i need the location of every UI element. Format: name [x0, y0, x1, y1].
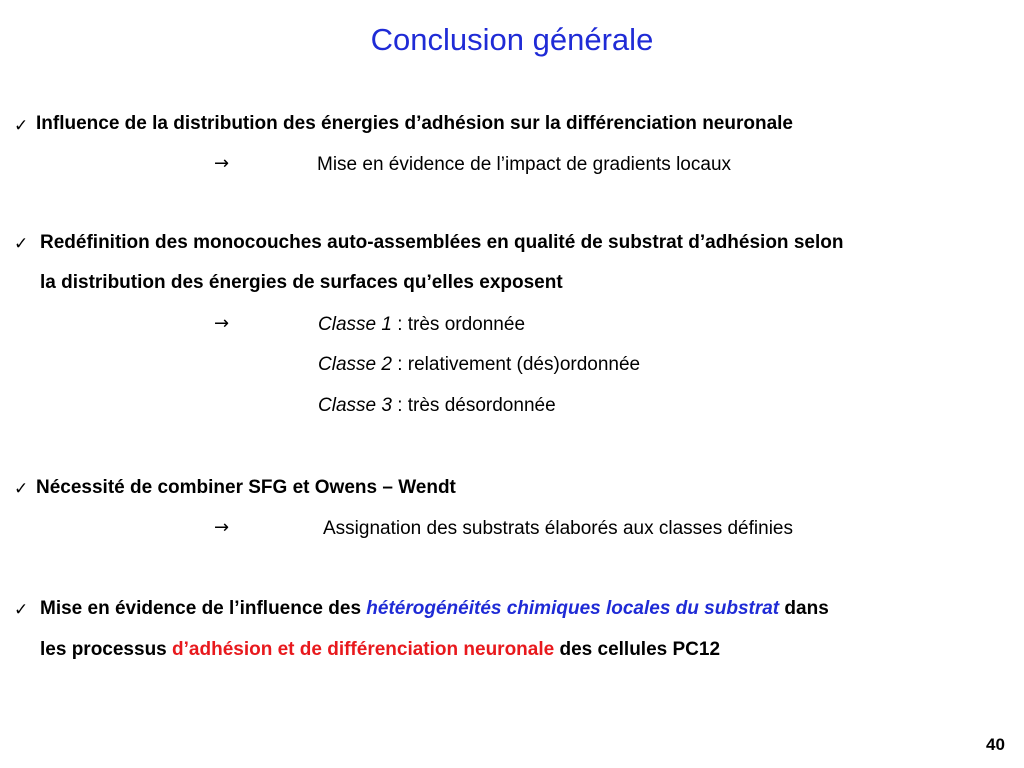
page-number: 40 — [986, 735, 1005, 754]
point-1-heading: Influence de la distribution des énergies d’adhésion sur la différenciation neuronale — [36, 113, 793, 134]
checkmark-icon: ✓ — [14, 116, 29, 136]
arrow-right-icon: → — [214, 517, 230, 538]
point-2-heading-line2: la distribution des énergies de surfaces qu’elles exposent — [40, 272, 563, 293]
class-2-desc: : relativement (dés)ordonnée — [391, 354, 641, 375]
point-1-detail: Mise en évidence de l’impact de gradients locaux — [317, 154, 732, 175]
point-3-detail: Assignation des substrats élaborés aux classes définies — [323, 518, 793, 539]
point-4-l1-pre: Mise en évidence de l’influence des — [40, 598, 367, 619]
class-3-desc: : très désordonnée — [391, 395, 556, 416]
point-4-l2-post: des cellules PC12 — [554, 639, 721, 660]
checkmark-icon: ✓ — [14, 234, 29, 254]
point-3-heading: Nécessité de combiner SFG et Owens – Wendt — [36, 477, 456, 498]
checkmark-icon: ✓ — [14, 479, 29, 499]
class-1-desc: : très ordonnée — [391, 314, 526, 335]
arrow-right-icon: → — [214, 313, 230, 334]
checkmark-icon: ✓ — [14, 600, 29, 620]
point-4-l1-post: dans — [779, 598, 829, 619]
class-3-item — [318, 394, 556, 418]
class-3-name: Classe 3 — [318, 395, 392, 416]
class-1-item — [318, 313, 525, 337]
point-4-l1-highlight: hétérogénéités chimiques locales du substrat — [366, 598, 780, 619]
arrow-right-icon: → — [214, 153, 230, 174]
point-4-line1 — [40, 597, 829, 621]
class-2-item — [318, 353, 640, 377]
point-2-heading-line1: Redéfinition des monocouches auto-assemblées en qualité de substrat d’adhésion selon — [40, 232, 844, 253]
point-4-l2-pre: les processus — [40, 639, 173, 660]
class-2-name: Classe 2 — [318, 354, 392, 375]
point-4-line2 — [40, 638, 720, 662]
point-4-l2-highlight: d’adhésion et de différenciation neuronale — [172, 639, 555, 660]
slide-title: Conclusion générale — [370, 22, 654, 57]
class-1-name: Classe 1 — [318, 314, 392, 335]
